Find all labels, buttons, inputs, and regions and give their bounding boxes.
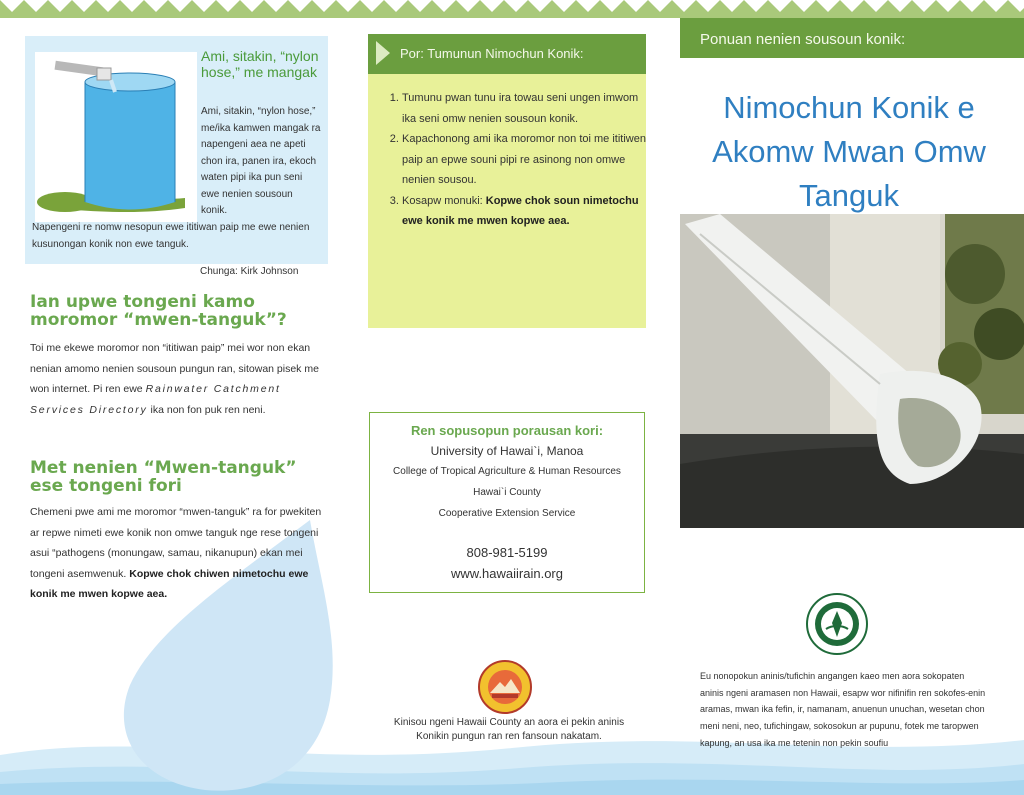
contact-county: Hawai`i County bbox=[473, 487, 541, 498]
tip-item-3 bbox=[402, 191, 650, 232]
tank-box-footnote: Napengeni re nomw nesopun ewe ititiwan paip me ewe nenien kusunongan konik non ewe tanguk. bbox=[32, 222, 310, 250]
tips-list bbox=[390, 88, 650, 232]
where-to-buy-text-1: Toi me ekewe moromor non “ititiwan paip” mei wor non ekan nenian amomo nenien sousoun pungun ran, sitowan pisek me won internet. Pi ren ewe bbox=[30, 342, 319, 395]
county-seal-icon bbox=[478, 660, 532, 714]
limitations-paragraph bbox=[30, 502, 330, 605]
tip-3-bold: Kopwe chok soun nimetochu ewe konik me mwen kopwe aea. bbox=[402, 194, 639, 227]
county-acknowledgement: Kinisou ngeni Hawaii County an aora ei pekin aninis Konikin pungun ran ren fansoun nakatam. bbox=[393, 717, 625, 742]
main-title: Nimochun Konik e Akomw Mwan Omw Tanguk bbox=[712, 90, 986, 213]
arrow-right-icon bbox=[376, 41, 390, 65]
contact-phone: 808-981-5199 bbox=[466, 545, 548, 560]
tips-title: Por: Tumunun Nimochun Konik: bbox=[400, 46, 584, 61]
top-zigzag-band bbox=[0, 0, 1024, 18]
tank-box-text: Ami, sitakin, “nylon hose,” me/ika kamwen mangak ra napengeni aea ne apeti chon ira, panen ira, ekoch waten pipi ika pun seni ewe nenien sousoun konik. bbox=[201, 106, 321, 216]
limitations-warning: Kopwe chok chiwen nimetochu ewe konik me mwen kopwe aea. bbox=[30, 567, 309, 600]
nondiscrimination-statement: Eu nonopokun aninis/tufichin angangen kaeo men aora sokopaten aninis ngeni aramasen non Hawaii, esapw wor nifinifin ren sokofes-enin aramas, mwan ika fefin, ir, namanam, anuenun unuchan, wesetan chon meni neni, neo, tufichingaw, sokosokun ar pupunu, fotek me taropwen kapung, an usa ika me tetenin non pekin soufiu bbox=[700, 671, 986, 748]
limitations-text: Chemeni pwe ami me moromor “mwen-tanguk” ra for pwekiten ar repwe nimeti ewe konik non omwe tanguk nge rese tongeni asui “pathogens (monungaw, samau, nikanupun) ekan mei tongeni asemwenuk. bbox=[30, 506, 322, 580]
tip-item-2: 2. Kapachonong ami ika moromor non toi me ititiwen paip an epwe souni pipi re asinong non omwe nenien sousou. bbox=[402, 129, 650, 191]
contact-title: Ren sopusopun porausan kori: bbox=[410, 423, 604, 438]
contact-college: College of Tropical Agriculture & Human Resources bbox=[393, 466, 621, 477]
contact-extension-service: Cooperative Extension Service bbox=[438, 508, 576, 519]
photo-credit: Chunga: Kirk Johnson bbox=[200, 266, 299, 277]
directory-name: Rainwater Catchment Services Directory bbox=[30, 383, 281, 416]
tip-item-1: 1. Tumunu pwan tunu ira towau seni ungen imwom ika seni omw nenien sousoun konik. bbox=[402, 88, 650, 129]
limitations-heading: Met nenien “Mwen-tanguk” ese tongeni fori bbox=[30, 458, 297, 496]
tip-3-text: Kosapw monuki: bbox=[402, 194, 486, 207]
rain-tank-illustration bbox=[35, 52, 197, 222]
where-to-buy-text-2: ika non fon puk ren neni. bbox=[147, 403, 266, 416]
downspout-photo bbox=[680, 214, 1024, 528]
where-to-buy-heading: Ian upwe tongeni kamo moromor “mwen-tanguk”? bbox=[30, 292, 287, 330]
university-seal-icon bbox=[806, 593, 868, 655]
where-to-buy-paragraph bbox=[30, 338, 330, 420]
tank-box-title: Ami, sitakin, “nylon hose,” me mangak bbox=[201, 48, 319, 80]
right-header-text: Ponuan nenien sousoun konik: bbox=[700, 31, 906, 48]
contact-website-link[interactable]: www.hawaiirain.org bbox=[451, 566, 563, 581]
contact-university: University of Hawai`i, Manoa bbox=[430, 444, 584, 458]
